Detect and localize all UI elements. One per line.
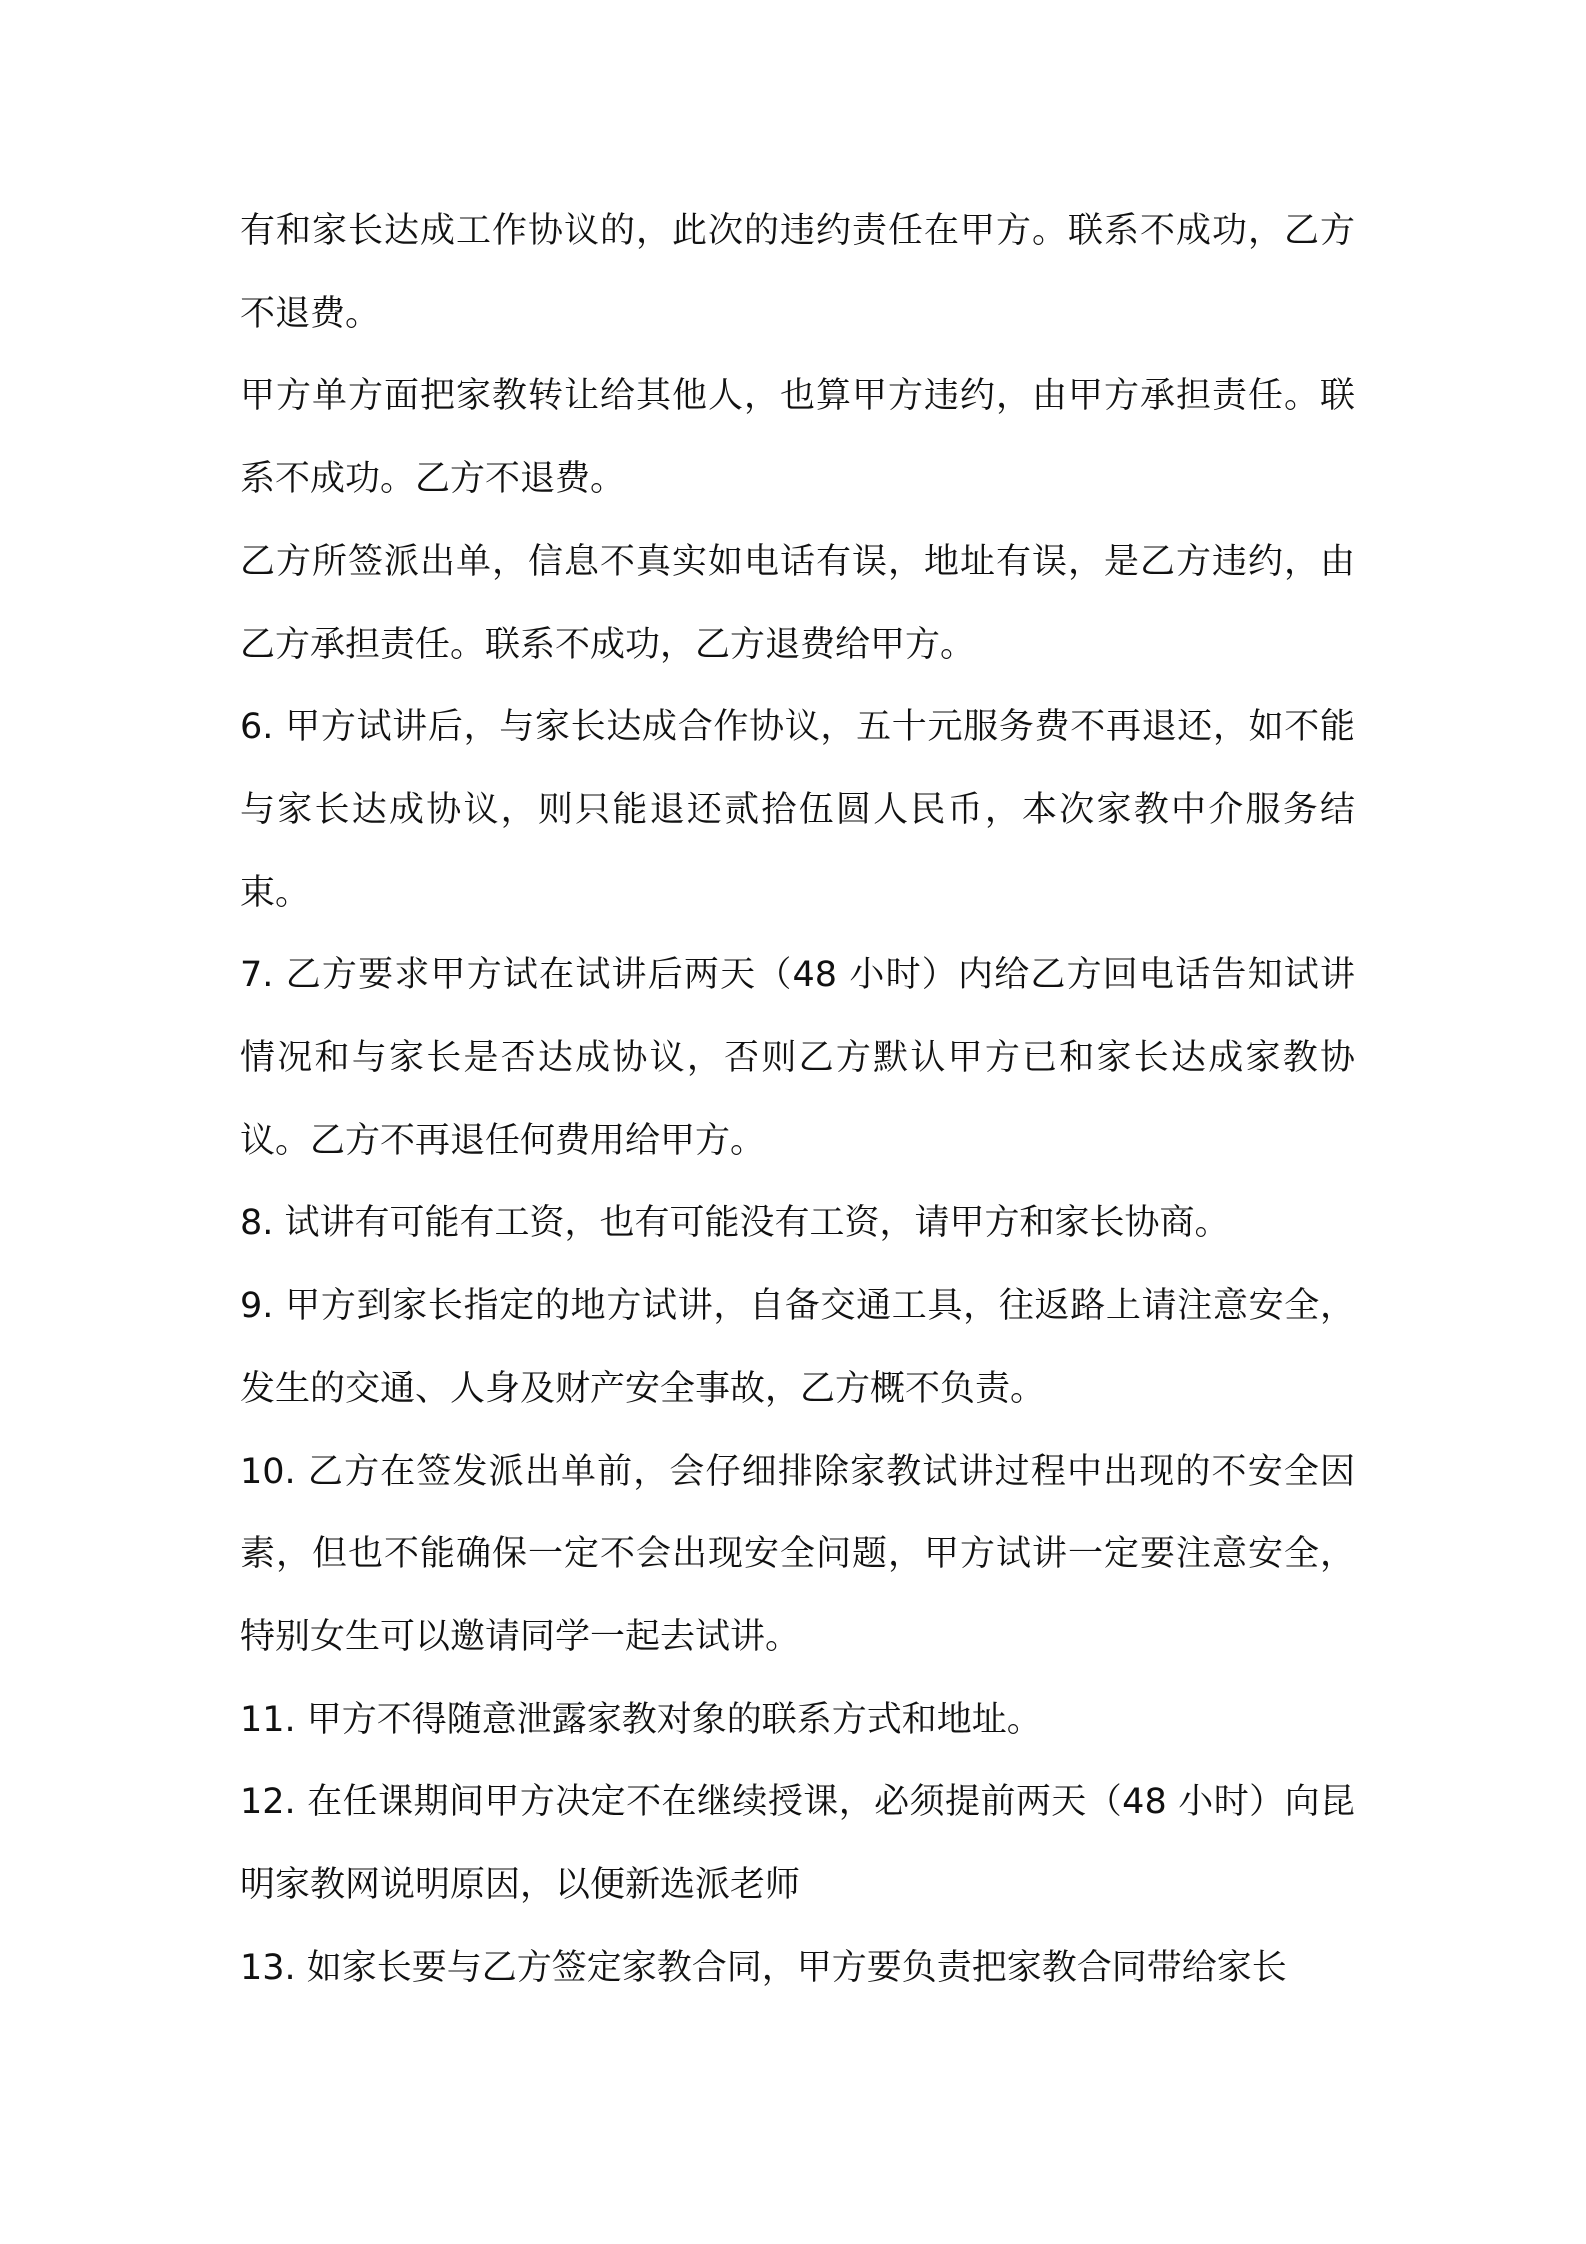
paragraph-item-11: 11. 甲方不得随意泄露家教对象的联系方式和地址。 [240, 1699, 1042, 1740]
paragraph: 乙方所签派出单，信息不真实如电话有误，地址有误，是乙方违约，由乙方承担责任。联系不成功，乙方退费给甲方。 [240, 541, 1355, 665]
document-body [240, 190, 1355, 2009]
paragraph-item-13: 13. 如家长要与乙方签定家教合同，甲方要负责把家教合同带给家长 [240, 1947, 1287, 1988]
paragraph-item-12: 12. 在任课期间甲方决定不在继续授课，必须提前两天（48 小时）向昆明家教网说明原因，以便新选派老师 [240, 1782, 1355, 1906]
paragraph-item-8: 8. 试讲有可能有工资，也有可能没有工资，请甲方和家长协商。 [240, 1203, 1230, 1244]
paragraph-item-9: 9. 甲方到家长指定的地方试讲，自备交通工具，往返路上请注意安全，发生的交通、人身及财产安全事故，乙方概不负责。 [240, 1286, 1355, 1409]
paragraph: 有和家长达成工作协议的，此次的违约责任在甲方。联系不成功，乙方不退费。 [240, 211, 1355, 334]
paragraph: 甲方单方面把家教转让给其他人，也算甲方违约，由甲方承担责任。联系不成功。乙方不退费。 [240, 376, 1355, 500]
paragraph-item-10: 10. 乙方在签发派出单前，会仔细排除家教试讲过程中出现的不安全因素，但也不能确保一定不会出现安全问题，甲方试讲一定要注意安全，特别女生可以邀请同学一起去试讲。 [240, 1451, 1355, 1657]
paragraph-item-7: 7. 乙方要求甲方试在试讲后两天（48 小时）内给乙方回电话告知试讲情况和与家长是否达成协议，否则乙方默认甲方已和家长达成家教协议。乙方不再退任何费用给甲方。 [240, 955, 1355, 1161]
paragraph-item-6: 6. 甲方试讲后，与家长达成合作协议，五十元服务费不再退还，如不能与家长达成协议，则只能退还贰拾伍圆人民币，本次家教中介服务结束。 [240, 707, 1355, 913]
